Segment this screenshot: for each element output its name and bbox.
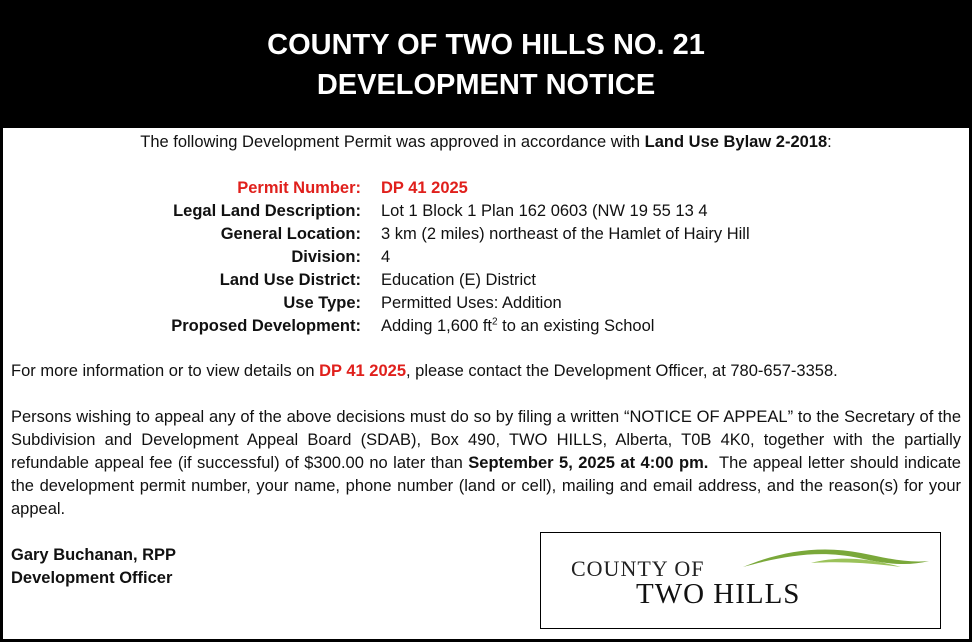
detail-row-use-type — [3, 292, 969, 315]
detail-label: Legal Land Description: — [173, 202, 361, 220]
detail-value: Lot 1 Block 1 Plan 162 0603 (NW 19 55 13 4 — [381, 202, 708, 220]
detail-value: Education (E) District — [381, 271, 536, 289]
header-title-notice: DEVELOPMENT NOTICE — [316, 69, 656, 101]
logo-text-county-of: COUNTY OF — [571, 556, 705, 581]
appeal-text: Persons wishing to appeal any of the above decisions must do so by filing a written “NOTICE OF APPEAL” to the Secretary of the Subdivision and Development Appeal Board (SDAB), Box 490, TWO HILLS, Alberta, T0B 4K0, together with the partially refundable appeal fee (if successful) of $300.00 no later than — [11, 408, 961, 472]
detail-row-permit-number — [3, 177, 969, 200]
detail-label: Proposed Development: — [171, 317, 361, 335]
detail-row-proposed-development — [3, 315, 969, 338]
detail-value-rest: to an existing School — [497, 317, 655, 335]
header-title-county: COUNTY OF TWO HILLS NO. 21 — [267, 29, 705, 61]
contact-info-paragraph — [11, 360, 961, 383]
appeal-deadline: September 5, 2025 at 4:00 pm. — [468, 454, 709, 472]
officer-name: Gary Buchanan, RPP — [11, 546, 177, 564]
detail-value: DP 41 2025 — [381, 179, 468, 197]
detail-value-superscript: 2 — [492, 316, 498, 328]
detail-label: Use Type: — [283, 294, 361, 312]
intro-paragraph — [3, 131, 969, 154]
detail-value: 4 — [381, 248, 391, 266]
notice-body — [3, 128, 969, 639]
detail-label: Division: — [291, 248, 361, 266]
detail-label: Land Use District: — [219, 271, 361, 289]
info-text: For more information or to view details on — [11, 362, 320, 380]
detail-row-location — [3, 223, 969, 246]
notice-header — [0, 0, 972, 128]
appeal-paragraph — [11, 406, 966, 521]
detail-value-area: Adding 1,600 ft — [381, 317, 493, 335]
info-permit-number: DP 41 2025 — [319, 362, 406, 380]
officer-title: Development Officer — [11, 569, 173, 587]
hills-swoosh-icon — [741, 541, 931, 581]
appeal-text-after: The appeal letter should indicate the development permit number, your name, phone number (land or cell), mailing and email address, and the reason(s) for your appeal. — [11, 454, 966, 518]
intro-colon: : — [827, 133, 832, 151]
info-text-after: , please contact the Development Officer, at 780-657-3358. — [406, 362, 838, 380]
detail-value — [381, 315, 654, 338]
detail-row-legal-land — [3, 200, 969, 223]
intro-text: The following Development Permit was approved in accordance with — [140, 133, 645, 151]
signature-block — [11, 544, 176, 590]
detail-row-division — [3, 246, 969, 269]
detail-label: General Location: — [220, 225, 361, 243]
detail-label: Permit Number: — [237, 179, 361, 197]
detail-value: 3 km (2 miles) northeast of the Hamlet of Hairy Hill — [381, 225, 750, 243]
detail-value: Permitted Uses: Addition — [381, 294, 562, 312]
logo-text-two-hills: TWO HILLS — [636, 578, 801, 610]
county-logo — [540, 532, 941, 629]
bylaw-reference: Land Use Bylaw 2-2018 — [644, 133, 828, 151]
detail-row-land-use-district — [3, 269, 969, 292]
